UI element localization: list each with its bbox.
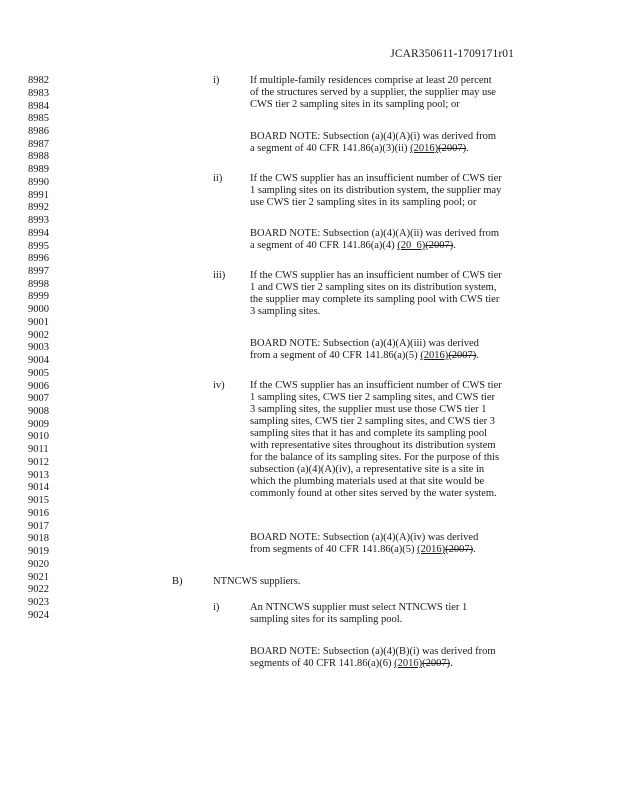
line-number: 9008: [28, 406, 49, 417]
period: .: [450, 658, 453, 669]
board-note-citation: [250, 658, 453, 670]
line-number: 9021: [28, 571, 49, 583]
line-number: 9018: [28, 533, 49, 545]
body-line: NTNCWS suppliers.: [213, 576, 301, 587]
line-number: 8996: [28, 253, 49, 265]
line-number: 8991: [28, 189, 49, 201]
board-note-line: BOARD NOTE: Subsection (a)(4)(A)(iii) was derived: [250, 338, 479, 349]
item-marker: iv): [213, 380, 225, 391]
body-line: An NTNCWS supplier must select NTNCWS tier 1: [250, 602, 468, 613]
period: .: [473, 544, 476, 555]
line-number: 8994: [28, 227, 49, 239]
body-line: the supplier may complete its sampling pool with CWS tier: [250, 294, 500, 305]
inserted-year: (2016): [420, 350, 449, 361]
line-number: 9006: [28, 380, 49, 392]
line-number: 9017: [28, 520, 49, 532]
board-note-line: BOARD NOTE: Subsection (a)(4)(A)(ii) was derived from: [250, 228, 500, 239]
line-number: 9000: [28, 304, 49, 316]
citation-text: segments of 40 CFR 141.86(a)(6): [250, 658, 395, 669]
body-line: 1 sampling sites on its distribution system, the supplier may: [250, 185, 502, 196]
item-marker: iii): [213, 270, 226, 281]
line-number: 8997: [28, 266, 49, 277]
line-number: 9019: [28, 546, 49, 557]
item-marker: i): [213, 602, 220, 613]
body-line: If the CWS supplier has an insufficient number of CWS tier: [250, 270, 502, 281]
body-line: CWS tier 2 sampling sites in its sampling pool; or: [250, 99, 460, 110]
line-number: 9024: [28, 609, 49, 621]
body-line: 3 sampling sites.: [250, 306, 321, 317]
board-note-citation: [250, 143, 469, 155]
line-number: 8992: [28, 202, 49, 214]
line-number: 9009: [28, 418, 49, 430]
board-note-line: BOARD NOTE: Subsection (a)(4)(A)(iv) was derived: [250, 532, 479, 543]
line-number: 9023: [28, 596, 49, 608]
board-note-citation: [250, 544, 476, 556]
line-number: 9003: [28, 342, 49, 354]
body-line: with representative sites throughout its distribution system: [250, 440, 496, 451]
item-marker: i): [213, 75, 220, 86]
body-line: for the balance of its sampling sites. For the purpose of this: [250, 452, 500, 463]
line-number: 8986: [28, 125, 49, 137]
body-line: If multiple-family residences comprise at least 20 percent: [250, 75, 492, 86]
citation-text: from segments of 40 CFR 141.86(a)(5): [250, 544, 418, 555]
body-line: 3 sampling sites, the supplier must use those CWS tier 1: [250, 404, 487, 415]
line-number: 8990: [28, 176, 49, 188]
deleted-year: (2007): [448, 350, 477, 361]
body-line: commonly found at other sites served by the water system.: [250, 488, 497, 499]
line-number: 9004: [28, 355, 49, 367]
body-line: sampling sites for its sampling pool.: [250, 614, 403, 625]
line-number: 8984: [28, 100, 49, 112]
inserted-year: (2016): [417, 544, 446, 555]
period: .: [466, 143, 469, 154]
line-number: 9001: [28, 316, 49, 328]
body-line: use CWS tier 2 sampling sites in its sampling pool; or: [250, 197, 477, 208]
line-number: 8989: [28, 164, 49, 176]
line-number: 9020: [28, 558, 49, 570]
citation-text: a segment of 40 CFR 141.86(a)(3)(ii): [250, 143, 411, 154]
period: .: [476, 350, 479, 361]
body-line: of the structures served by a supplier, the supplier may use: [250, 87, 496, 98]
citation-text: from a segment of 40 CFR 141.86(a)(5): [250, 350, 421, 361]
line-number: 9010: [28, 431, 49, 443]
deleted-year: (2007): [438, 143, 467, 154]
line-number: 8988: [28, 151, 49, 163]
deleted-year: (2007): [425, 240, 454, 251]
body-line: sampling sites that it has and complete its sampling pool: [250, 428, 488, 439]
line-number: 9007: [28, 393, 49, 405]
line-number: 9016: [28, 507, 49, 519]
deleted-year: (2007): [445, 544, 474, 555]
board-note-citation: [250, 350, 479, 362]
line-number: 9015: [28, 495, 49, 507]
line-number: 8993: [28, 215, 49, 226]
inserted-year: (2016): [394, 658, 423, 669]
body-line: subsection (a)(4)(A)(iv), a representative site is a site in: [250, 464, 485, 475]
item-marker: ii): [213, 173, 223, 184]
line-number: 8985: [28, 113, 49, 125]
line-number: 9011: [28, 444, 49, 456]
line-number: 9005: [28, 367, 49, 379]
body-line: 1 and CWS tier 2 sampling sites on its distribution system,: [250, 282, 497, 293]
line-number: 8998: [28, 278, 49, 290]
line-number: 9013: [28, 469, 49, 481]
item-marker: B): [172, 576, 183, 587]
line-number: 9022: [28, 584, 49, 596]
line-number: 8983: [28, 87, 49, 99]
body-line: If the CWS supplier has an insufficient number of CWS tier: [250, 380, 502, 391]
line-number: 8995: [28, 240, 49, 252]
body-line: If the CWS supplier has an insufficient number of CWS tier: [250, 173, 502, 184]
inserted-year: (2016): [410, 143, 439, 154]
line-number: 9012: [28, 456, 49, 468]
deleted-year: (2007): [422, 658, 451, 669]
body-line: which the plumbing materials used at that site would be: [250, 476, 485, 487]
line-number: 8999: [28, 291, 49, 303]
body-line: sampling sites, CWS tier 2 sampling sites, and CWS tier 3: [250, 416, 495, 427]
line-number: 9002: [28, 329, 49, 341]
citation-text: a segment of 40 CFR 141.86(a)(4): [250, 240, 398, 251]
board-note-line: BOARD NOTE: Subsection (a)(4)(B)(i) was derived from: [250, 646, 496, 657]
period: .: [453, 240, 456, 251]
board-note-line: BOARD NOTE: Subsection (a)(4)(A)(i) was derived from: [250, 131, 497, 142]
document-id-header: JCAR350611-1709171r01: [390, 48, 514, 60]
line-number: 9014: [28, 482, 49, 494]
board-note-citation: [250, 240, 456, 252]
inserted-year: (20_6): [397, 240, 426, 251]
body-line: 1 sampling sites, CWS tier 2 sampling sites, and CWS tier: [250, 392, 495, 403]
line-number: 8982: [28, 75, 49, 86]
line-number: 8987: [28, 138, 49, 150]
